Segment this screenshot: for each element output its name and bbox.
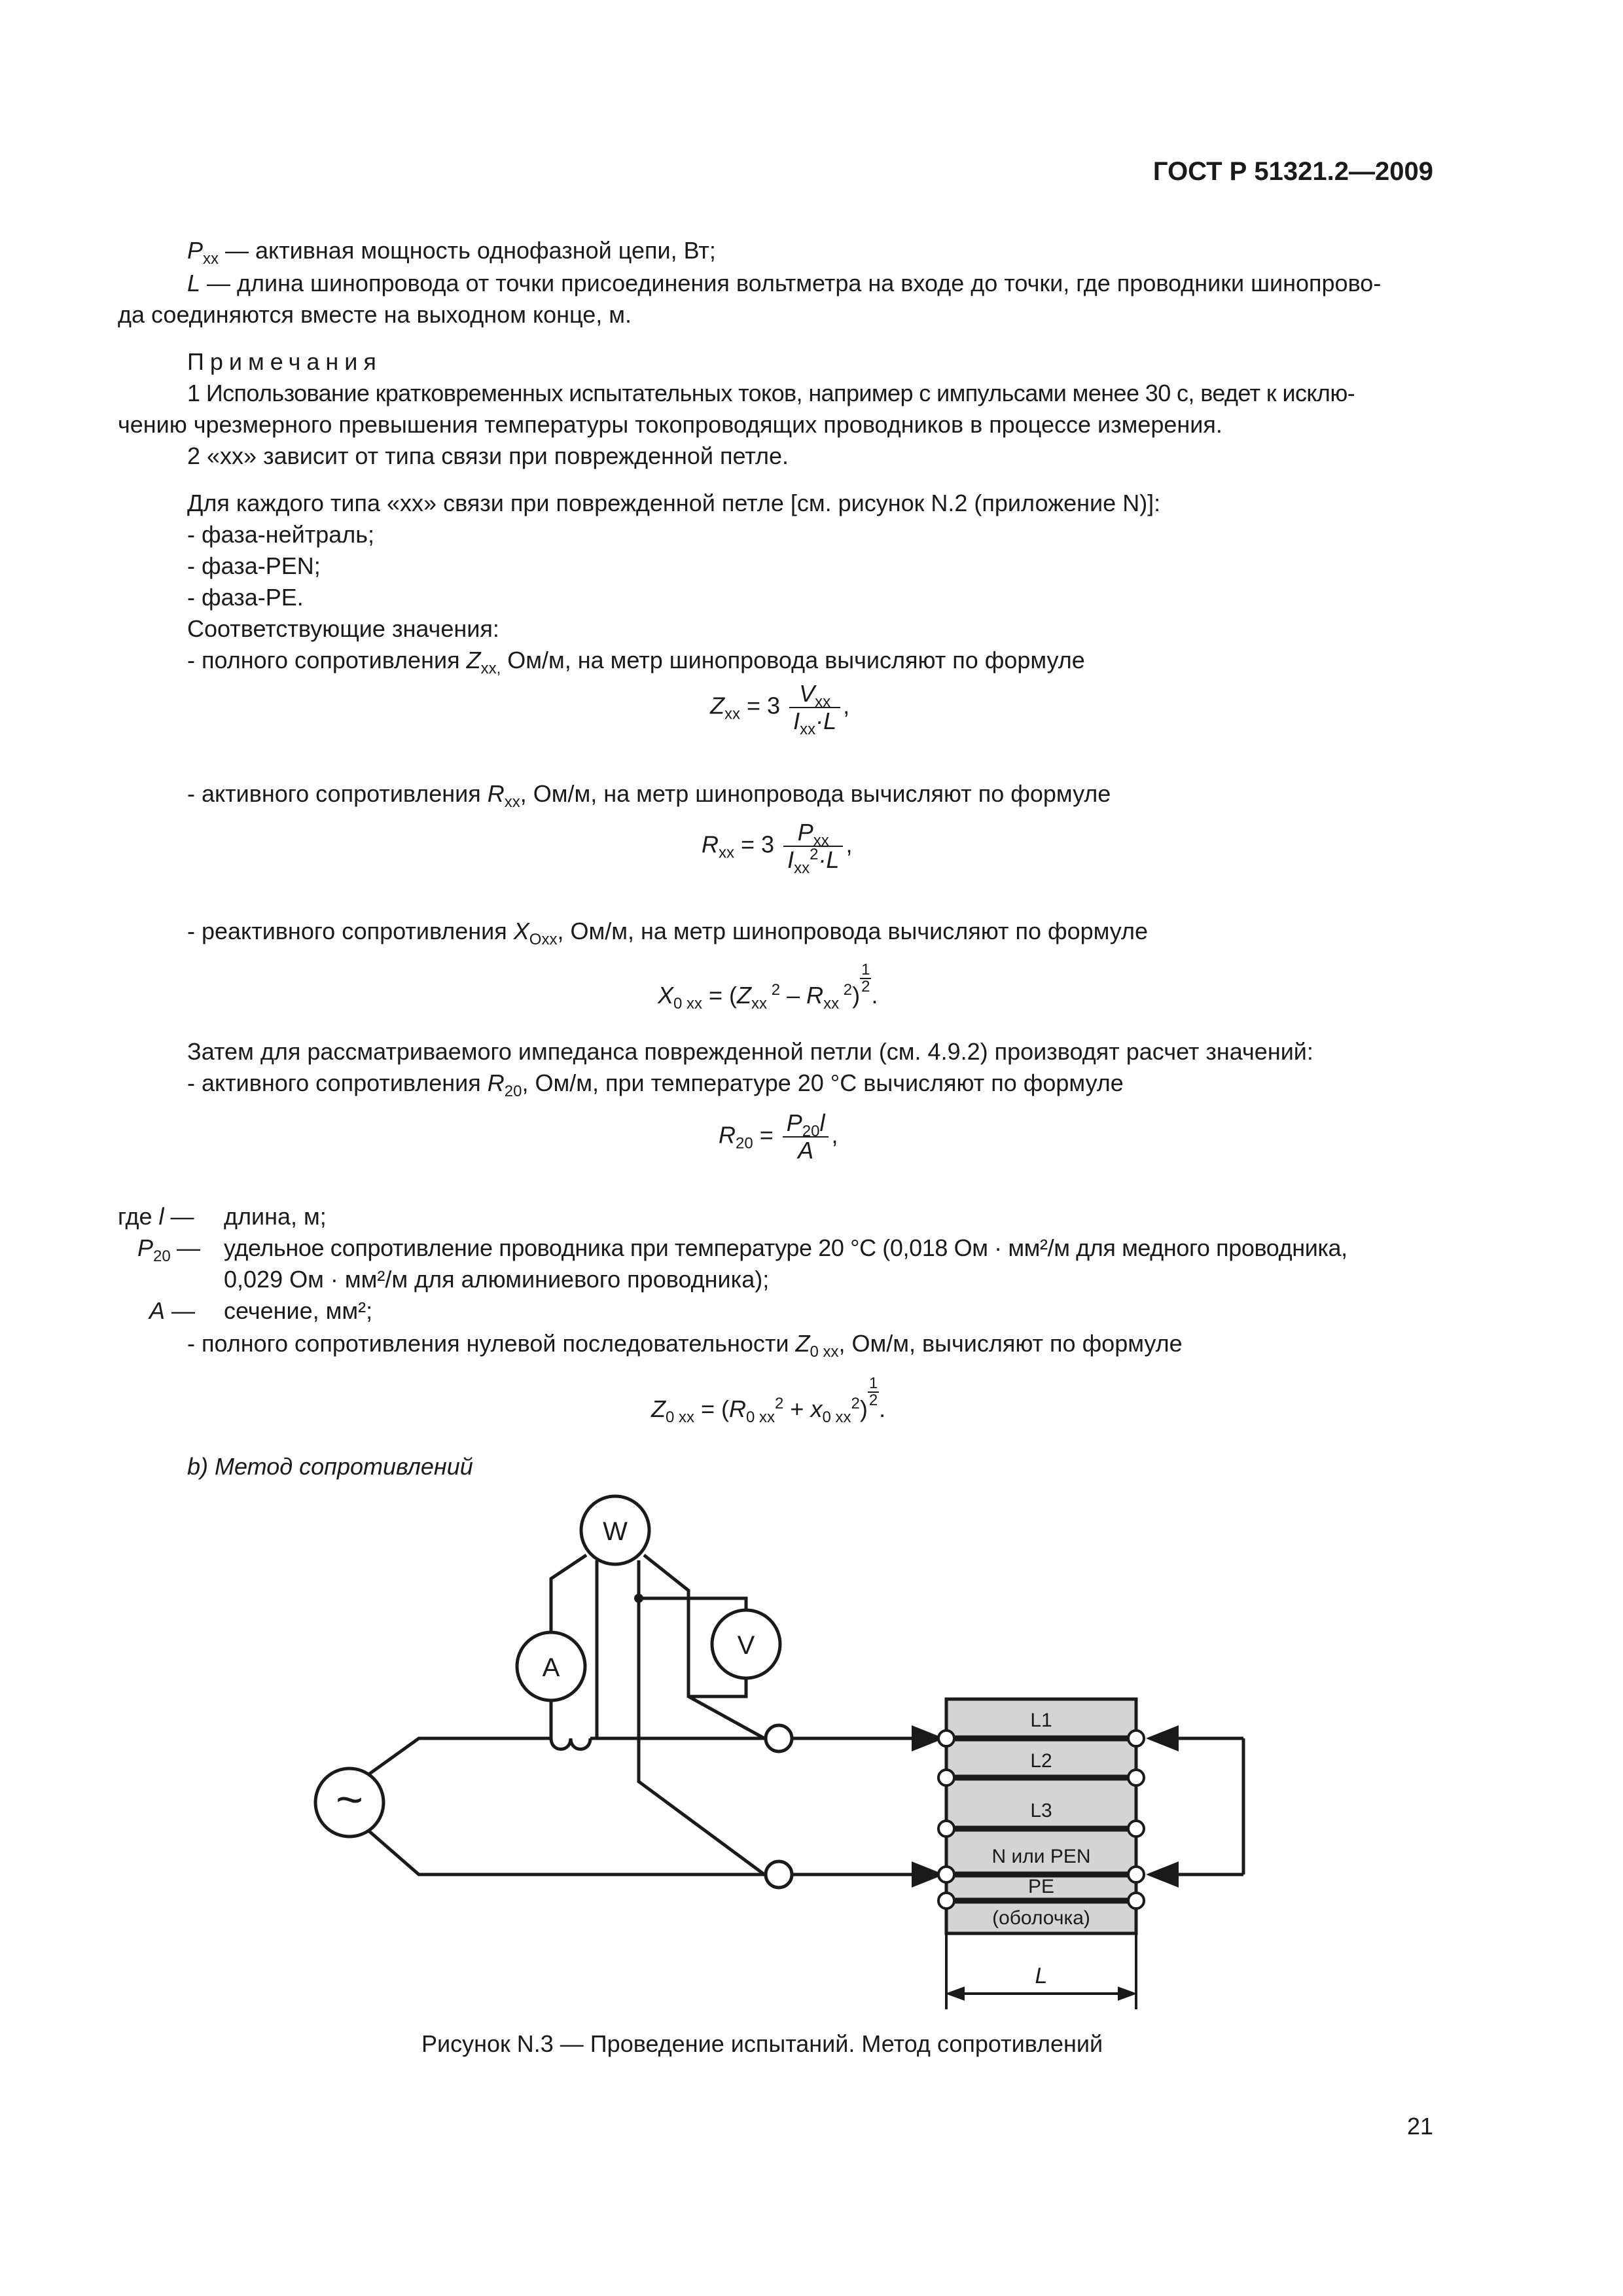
f3-r-sup: 2 [839, 981, 853, 999]
wire-source-top [368, 1738, 551, 1775]
bus-terminal-l3-right [1128, 1821, 1144, 1837]
f5-lhs-sub: 0 xx [666, 1408, 695, 1427]
list-item-2: - фаза-PEN; [187, 552, 321, 579]
where-p20-sub: 20 [153, 1247, 171, 1266]
def-pxx-symbol: P [187, 237, 204, 264]
list-item-3: - фаза-PE. [187, 584, 304, 611]
f2-lhs: R [702, 831, 719, 858]
note-1-line2: чению чрезмерного превышения температуры токопроводящих проводников в процессе измерения. [118, 411, 1222, 438]
f3-open: = ( [702, 982, 738, 1009]
f3-z-sub: xx [751, 995, 768, 1013]
z0-sub: 0 xx [810, 1343, 839, 1361]
bus-terminal-pe-right [1128, 1893, 1144, 1909]
bus-terminal-l3-left [938, 1821, 954, 1837]
f4-end: , [831, 1121, 838, 1149]
f3-z: Z [737, 982, 752, 1009]
f5-close: ) [859, 1395, 868, 1422]
list-item-1: - фаза-нейтраль; [187, 521, 375, 548]
f3-close: ) [852, 982, 861, 1009]
f5-lhs: Z [651, 1395, 666, 1422]
f5-end: . [879, 1395, 886, 1422]
f1-lhs-sub: xx [724, 705, 740, 723]
f5-r-sub: 0 xx [746, 1408, 776, 1427]
f2-lhs-sub: xx [719, 844, 734, 862]
length-label: L [1035, 1964, 1048, 1988]
f1-num-sub: xx [815, 693, 831, 711]
values-text: Соответствующие значения: [187, 615, 499, 642]
f3-pow-num: 1 [861, 961, 870, 978]
r-sym: R [487, 780, 505, 807]
r20-sym: R [487, 1069, 505, 1096]
f2-den: I [787, 846, 794, 873]
def-l-text: — длина шинопровода от точки присоединения вольтметра на входе до точки, где проводники шинопрово- [200, 270, 1382, 296]
where-p20-dash: — [177, 1234, 200, 1261]
terminal-bottom [766, 1861, 792, 1888]
where-p20-sym: P [137, 1234, 154, 1261]
figure-caption: Рисунок N.3 — Проведение испытаний. Метод сопротивлений [421, 2030, 1103, 2057]
f1-den-tail: ·L [815, 708, 837, 734]
f1-end: , [843, 692, 850, 719]
current-coil [551, 1738, 590, 1749]
f4-eq: = [753, 1121, 780, 1149]
where-gde: где [118, 1203, 159, 1230]
def-pxx-text: — активная мощность однофазной цепи, Вт; [219, 237, 716, 264]
f3-pow-den: 2 [861, 978, 870, 996]
bus-terminal-n-left [938, 1867, 954, 1882]
page-number: 21 [1407, 2113, 1434, 2140]
x-sym: X [513, 918, 529, 944]
f4-lhs: R [719, 1121, 736, 1149]
f3-minus: – [780, 982, 807, 1009]
z0-sym: Z [795, 1330, 810, 1357]
x-post: , Ом/м, на метр шинопровода вычисляют по формуле [557, 918, 1149, 944]
z-post: Ом/м, на метр шинопровода вычисляют по формуле [501, 647, 1085, 673]
f1-den: I [793, 708, 800, 734]
f4-num: P [786, 1109, 802, 1136]
wire-source-bottom [368, 1830, 764, 1874]
bus-terminal-pe-left [938, 1893, 954, 1909]
bus-terminal-l2-left [938, 1770, 954, 1785]
f3-r-sub: xx [823, 995, 840, 1013]
where-l-dash: — [164, 1203, 194, 1230]
f3-r: R [806, 982, 824, 1009]
bus-terminal-l2-right [1128, 1770, 1144, 1785]
r-pre: - активного сопротивления [187, 780, 488, 807]
where-p20-text-2: 0,029 Ом · мм²/м для алюминиевого проводника); [224, 1266, 770, 1293]
method-label: b) Метод сопротивлений [187, 1453, 473, 1480]
then-text: Затем для рассматриваемого импеданса поврежденной петли (см. 4.9.2) производят расчет значений: [187, 1038, 1313, 1065]
f1-eq: = 3 [740, 692, 787, 719]
bar-label-l1: L1 [1030, 1710, 1052, 1731]
x-sub: Oxx [529, 931, 558, 949]
f2-end: , [846, 831, 853, 858]
source-label: ~ [335, 1774, 364, 1826]
bus-terminal-l1-left [938, 1731, 954, 1746]
wire-voltmeter [639, 1598, 746, 1610]
f5-open: = ( [694, 1395, 730, 1422]
voltmeter-label: V [737, 1631, 755, 1660]
bus-terminal-l1-right [1128, 1731, 1144, 1746]
f2-eq: = 3 [734, 831, 781, 858]
where-l-sym: l [158, 1203, 164, 1230]
bar-label-l3: L3 [1030, 1800, 1052, 1821]
x-pre: - реактивного сопротивления [187, 918, 514, 944]
intro-text: Для каждого типа «хх» связи при поврежденной петле [см. рисунок N.2 (приложение N)]: [187, 490, 1161, 516]
r20-pre: - активного сопротивления [187, 1069, 488, 1096]
wire-ammeter-top [551, 1555, 586, 1632]
f4-den: A [798, 1137, 814, 1164]
bar-label-n: N или PEN [991, 1846, 1091, 1867]
f5-x-sup: 2 [851, 1395, 860, 1412]
where-a-sym: A [149, 1297, 166, 1324]
f5-r: R [729, 1395, 747, 1422]
ammeter-label: A [542, 1653, 560, 1682]
note-2: 2 «хх» зависит от типа связи при поврежденной петле. [187, 442, 789, 469]
dim-arrow-left [949, 1988, 963, 1999]
f1-den-sub: xx [800, 721, 816, 739]
f2-num-sub: xx [813, 832, 829, 850]
f3-lhs: X [658, 982, 674, 1009]
z-pre: - полного сопротивления [187, 647, 467, 673]
f4-num-tail: l [819, 1109, 825, 1136]
terminal-top [766, 1725, 792, 1751]
bar-label-l2: L2 [1030, 1750, 1052, 1772]
f4-lhs-sub: 20 [736, 1134, 753, 1153]
r20-sub: 20 [504, 1083, 522, 1101]
where-p20-text-1: удельное сопротивление проводника при температуре 20 °C (0,018 Ом · мм²/м для медного проводника, [224, 1234, 1347, 1261]
f3-lhs-sub: 0 xx [673, 995, 703, 1013]
bus-terminal-n-right [1128, 1867, 1144, 1882]
f2-num: P [797, 819, 813, 846]
f1-num: V [799, 680, 815, 707]
where-l-text: длина, м; [224, 1203, 327, 1230]
def-l-symbol: L [187, 270, 201, 296]
r-sub: xx [504, 793, 520, 812]
f5-pow-den: 2 [868, 1391, 878, 1409]
z0-post: , Ом/м, вычисляют по формуле [838, 1330, 1183, 1357]
f5-plus: + [783, 1395, 811, 1422]
junction-dot [634, 1594, 643, 1603]
note-1-line1: 1 Использование кратковременных испытательных токов, например с импульсами менее 30 с, ведет к исклю- [187, 380, 1355, 406]
notes-title: Примечания [187, 348, 382, 375]
bar-label-pe: PE [1027, 1876, 1055, 1897]
r20-post: , Ом/м, при температуре 20 °C вычисляют по формуле [522, 1069, 1124, 1096]
z0-pre: - полного сопротивления нулевой последовательности [187, 1330, 796, 1357]
f5-r-sup: 2 [775, 1395, 784, 1412]
r-post: , Ом/м, на метр шинопровода вычисляют по формуле [520, 780, 1111, 807]
dim-arrow-right [1119, 1988, 1133, 1999]
where-a-text: сечение, мм²; [224, 1297, 373, 1324]
f3-z-sup: 2 [767, 981, 781, 999]
def-l-line2: да соединяются вместе на выходном конце, м. [118, 301, 632, 328]
f1-lhs: Z [710, 692, 724, 719]
where-a-dash: — [165, 1297, 196, 1324]
f2-den-sup: 2 [810, 846, 819, 863]
def-pxx-sub: xx [203, 250, 219, 268]
f3-end: . [871, 982, 878, 1009]
z-sub: xx, [480, 660, 501, 678]
standard-id: ГОСТ Р 51321.2—2009 [1152, 157, 1433, 186]
bar-label-sheath: (оболочка) [992, 1907, 1090, 1929]
wire-voltmeter-bottom [688, 1678, 746, 1696]
f2-den-tail: ·L [818, 846, 840, 873]
f5-pow-num: 1 [868, 1374, 878, 1392]
f5-x: x [810, 1395, 823, 1422]
wattmeter-label: W [603, 1517, 628, 1546]
z-sym: Z [466, 647, 481, 673]
f2-den-sub: xx [794, 859, 810, 878]
f5-x-sub: 0 xx [822, 1408, 851, 1427]
f4-num-sub: 20 [802, 1122, 820, 1141]
